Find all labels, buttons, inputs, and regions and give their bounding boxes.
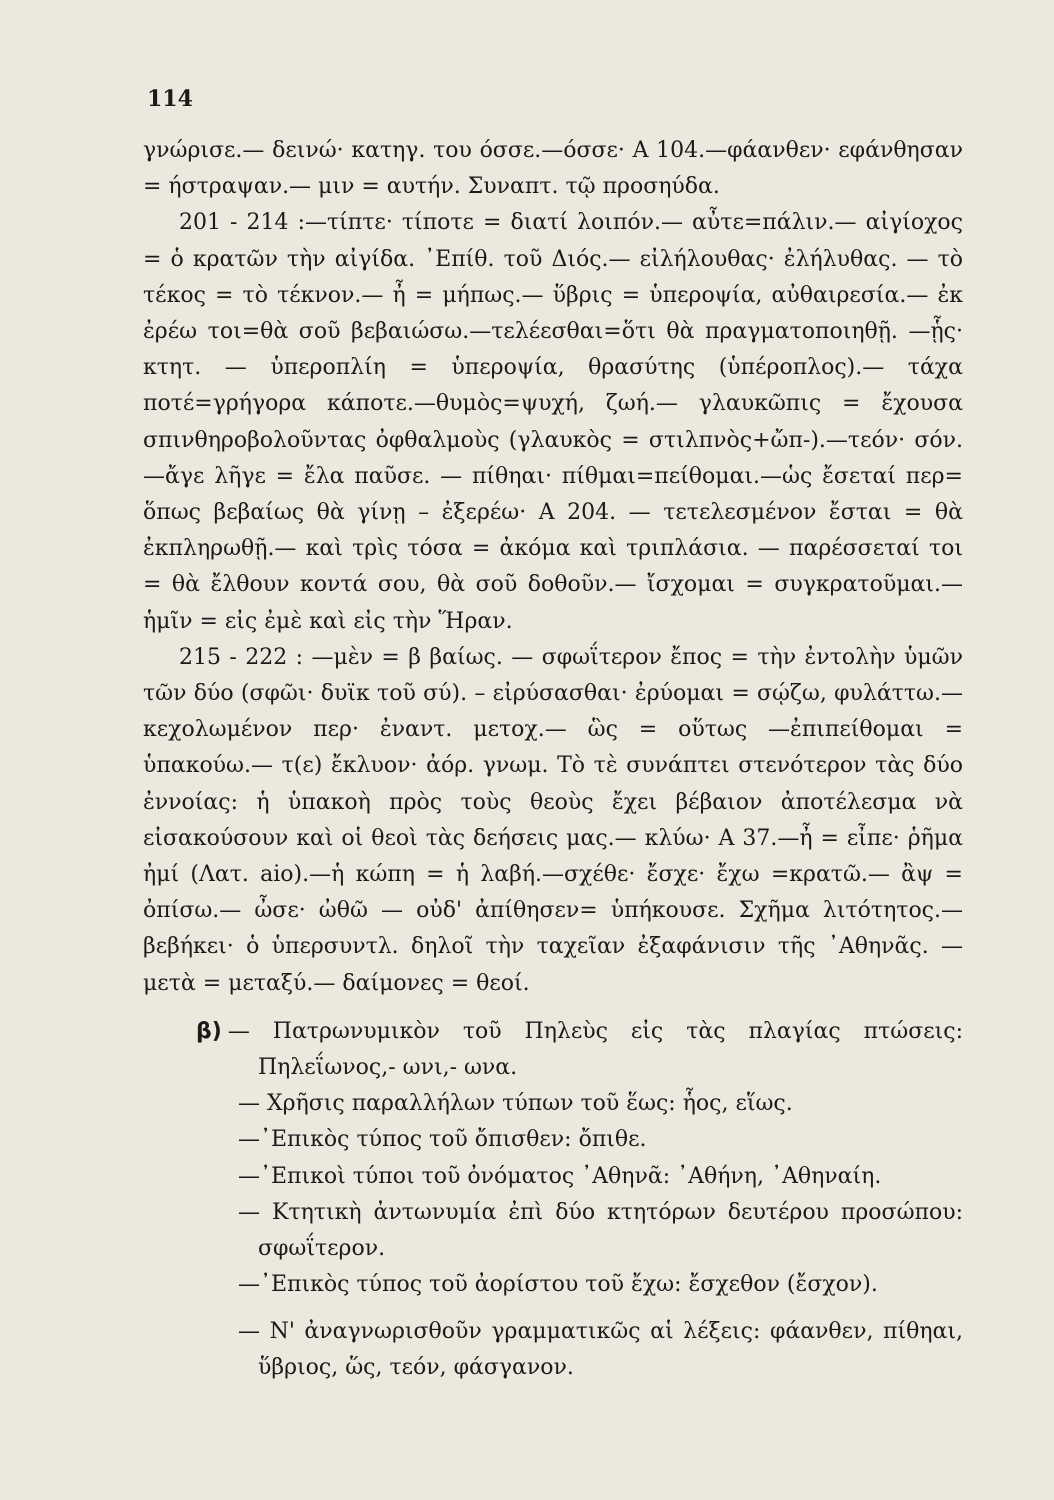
section-b-item: — Κτητικὴ ἀντωνυμία ἐπὶ δύο κτητόρων δευτέρου προσώπου: σφωΐτερον. [238, 1199, 963, 1262]
paragraph-215-222: 215 - 222 : —μὲν = β βαίως. — σφωΐτερον ἔπος = τὴν ἐντολὴν ὑμῶν τῶν δύο (σφῶι· δυϊκ τοῦ σύ). – εἰρύσασθαι· ἐρύομαι = σῴζω, φυλάττω.—κεχολωμένον περ· ἐναντ. μετοχ.— ὣς = οὕτως —ἐπιπείθομαι = ὑπακούω.— τ(ε) ἔκλυον· ἀόρ. γνωμ. Τὸ τὲ συνάπτει στενότερον τὰς δύο ἐννοίας: ἡ ὑπακοὴ πρὸς τοὺς θεοὺς ἔχει βέβαιον ἀποτέλεσμα νὰ εἰσακούσουν καὶ οἱ θεοὶ τὰς δεήσεις μας.— κλύω· Α 37.—ἦ = εἶπε· ῥῆμα ἠμί (Λατ. aio).—ἡ κώπη = ἡ λαβή.—σχέθε· ἔσχε· ἔχω =κρατῶ.— ἂψ = ὀπίσω.— ὦσε· ὠθῶ — οὐδ' ἀπίθησεν= ὑπήκουσε. Σχῆμα λιτότητος.— βεβήκει· ὁ ὑπερσυντλ. δηλοῖ τὴν ταχεῖαν ἐξαφάνισιν τῆς ᾿Αθηνᾶς. — μετὰ = μεταξύ.— δαίμονες = θεοί. [143, 644, 963, 996]
page-number: 114 [147, 86, 193, 112]
commentary-text [143, 133, 963, 1386]
section-b-item: — Ν' ἀναγνωρισθοῦν γραμματικῶς αἱ λέξεις: φάανθεν, πίθηαι, ὕβριος, ὥς, τεόν, φάσγανον. [238, 1318, 963, 1380]
section-b-item: —᾿Επικοὶ τύποι τοῦ ὀνόματος ᾿Αθηνᾶ: ᾿Αθήνη, ᾿Αθηναίη. [238, 1163, 882, 1189]
section-b-item: —᾿Επικὸς τύπος τοῦ ἀορίστου τοῦ ἔχω: ἔσχεθον (ἔσχον). [238, 1272, 878, 1298]
section-b-item [143, 1014, 963, 1086]
section-b-item-text: — Πατρωνυμικὸν τοῦ Πηλεὺς εἰς τὰς πλαγίας πτώσεις: Πηλεΐωνος,- ωνι,- ωνα. [227, 1018, 963, 1081]
paragraph-intro: γνώρισε.— δεινώ· κατηγ. του όσσε.—όσσε· Α 104.—φάανθεν· εφάνθησαν = ήστραψαν.— μιν = αυτήν. Συναπτ. τῷ προσηύδα. [143, 138, 963, 200]
section-b-item: —᾿Επικὸς τύπος τοῦ ὄπισθεν: ὄπιθε. [238, 1127, 647, 1153]
section-b-marker: β) [196, 1018, 222, 1044]
paragraph-201-214: 201 - 214 :—τίπτε· τίποτε = διατί λοιπόν.— αὖτε=πάλιν.— αἰγίοχος = ὁ κρατῶν τὴν αἰγίδα. ᾿Επίθ. τοῦ Διός.— εἰλήλουθας· ἐλήλυθας. — τὸ τέκος = τὸ τέκνον.— ἦ = μήπως.— ὕβρις = ὑπεροψία, αὐθαιρεσία.— ἐκ ἐρέω τοι=θὰ σοῦ βεβαιώσω.—τελέεσθαι=ὅτι θὰ πραγματοποιηθῇ. —ᾗς· κτητ. — ὑπεροπλίη = ὑπεροψία, θρασύτης (ὑπέροπλος).— τάχα ποτέ=γρήγορα κάποτε.—θυμὸς=ψυχή, ζωή.— γλαυκῶπις = ἔχουσα σπινθηροβολοῦντας ὀφθαλμοὺς (γλαυκὸς = στιλπνὸς+ὤπ-).—τεόν· σόν.—ἄγε λῆγε = ἔλα παῦσε. — πίθηαι· πίθμαι=πείθομαι.—ὡς ἔσεταί περ= ὅπως βεβαίως θὰ γίνῃ – ἐξερέω· Α 204. — τετελεσμένον ἔσται = θὰ ἐκπληρωθῇ.— καὶ τρὶς τόσα = ἀκόμα καὶ τριπλάσια. — παρέσσεταί τοι = θὰ ἔλθουν κοντά σου, θὰ σοῦ δοθοῦν.— ἴσχομαι = συγκρατοῦμαι.— ἡμῖν = εἰς ἐμὲ καὶ εἰς τὴν Ἥραν. [143, 210, 963, 634]
section-b-list [143, 1014, 963, 1386]
section-b-item: — Χρῆσις παραλλήλων τύπων τοῦ ἕως: ἧος, εἵως. [238, 1091, 793, 1117]
